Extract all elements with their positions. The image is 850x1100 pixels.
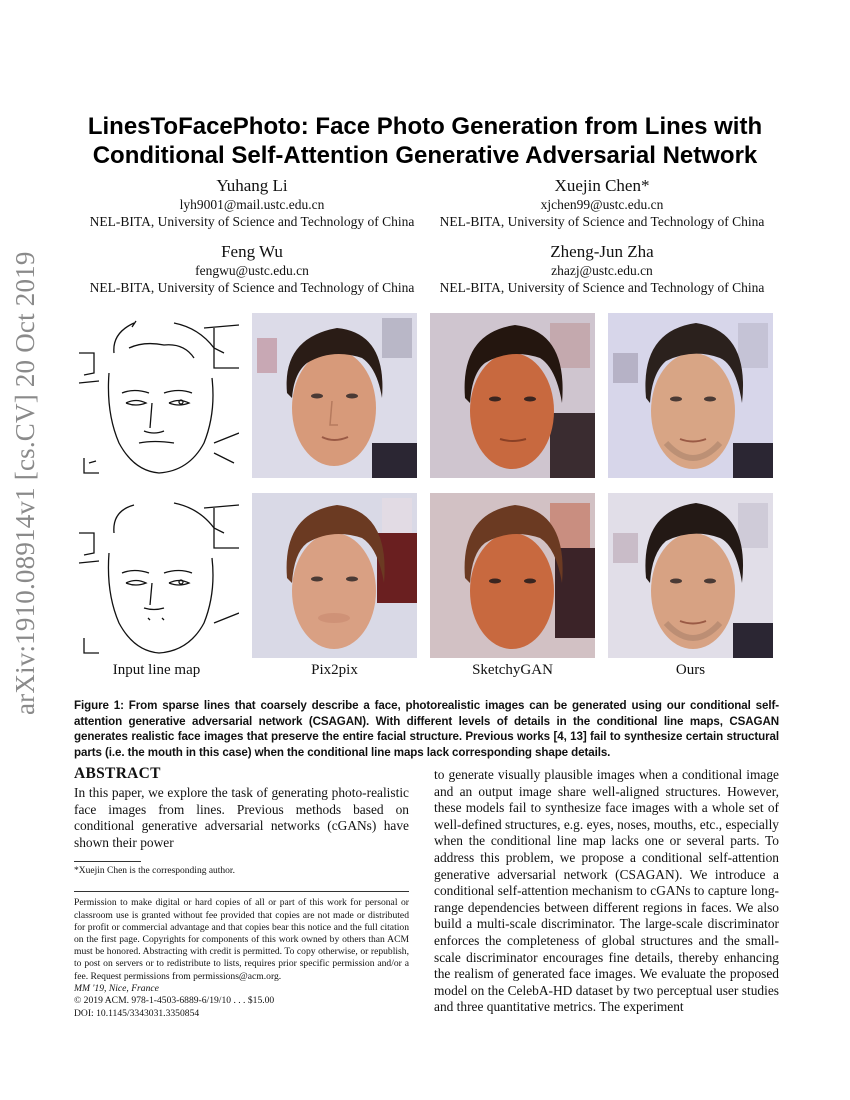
- author-name: Feng Wu: [221, 242, 283, 261]
- footnote-divider: [74, 861, 141, 862]
- column-label-sketchygan: SketchyGAN: [472, 662, 553, 678]
- sketchygan-output-image: [430, 493, 595, 658]
- arxiv-identifier-stamp: arXiv:1910.08914v1 [cs.CV] 20 Oct 2019: [10, 251, 40, 715]
- column-label-pix2pix: Pix2pix: [311, 662, 358, 678]
- copyright-line: © 2019 ACM. 978-1-4503-6889-6/19/10 . . . $15.00: [74, 995, 275, 1007]
- figure-image-grid: [74, 313, 779, 658]
- author-name: Yuhang Li: [216, 176, 288, 195]
- title-line-1: LinesToFacePhoto: Face Photo Generation from Lines with: [87, 113, 763, 140]
- author-email: xjchen99@ustc.edu.cn: [540, 197, 664, 212]
- author-affiliation: NEL-BITA, University of Science and Technology of China: [439, 214, 765, 229]
- sketchygan-output-image: [430, 313, 595, 478]
- author-entry: [424, 176, 780, 230]
- permission-divider: [74, 891, 409, 892]
- left-column: [74, 764, 409, 1021]
- author-name: Xuejin Chen*: [554, 176, 650, 195]
- author-email: fengwu@ustc.edu.cn: [195, 263, 309, 278]
- title-line-2: Conditional Self-Attention Generative Adversarial Network: [92, 142, 758, 169]
- figure-caption: Figure 1: From sparse lines that coarsely describe a face, photorealistic images can be generated using our conditional self-attention generative adversarial network (CSAGAN). With different levels of details in the conditional line maps, CSAGAN generates realistic face images that preserve the entire facial structure. Previous works [4, 13] fail to synthesize certain structural parts (i.e. the mouth in this case) when the conditional line maps lack corresponding shape details.: [74, 699, 779, 759]
- abstract-text-left: In this paper, we explore the task of generating photo-realistic face images from lines. Previous methods based on conditional generative adversarial networks (cGANs) have shown their power: [74, 785, 409, 850]
- abstract-heading: ABSTRACT: [74, 765, 161, 782]
- figure-1: [74, 313, 779, 679]
- ours-output-image: [608, 313, 773, 478]
- author-email: lyh9001@mail.ustc.edu.cn: [179, 197, 325, 212]
- right-column: [434, 767, 779, 1016]
- author-name: Zheng-Jun Zha: [550, 242, 654, 261]
- column-label-input: Input line map: [112, 662, 201, 678]
- author-entry: [80, 176, 424, 230]
- pix2pix-output-image: [252, 313, 417, 478]
- author-entry: [80, 242, 424, 296]
- line-map-image: [74, 493, 239, 658]
- permission-notice: Permission to make digital or hard copies of all or part of this work for personal or classroom use is granted without fee provided that copies are not made or distributed for profit or commercial advantage and that copies bear this notice and the full citation on the first page. Copyrights for components of this work owned by others than ACM must be honored. Abstracting with credit is permitted. To copy otherwise, or republish, to post on servers or to redistribute to lists, requires prior specific permission and/or a fee. Request permissions from permissions@acm.org.: [74, 897, 409, 982]
- column-label-ours: Ours: [675, 662, 706, 678]
- paper-title: [70, 112, 780, 170]
- author-entry: [424, 242, 780, 296]
- conference-venue: MM '19, Nice, France: [74, 982, 159, 994]
- pix2pix-output-image: [252, 493, 417, 658]
- abstract-text-right: to generate visually plausible images when a conditional image and an output image share well-aligned structures. However, these models fail to synthesize face images with a whole set of well-defined structures, e.g. eyes, noses, mouths, etc., especially when the conditional line map lacks one or several parts. To address this problem, we propose a conditional self-attention generative adversarial network (CSAGAN). We introduce a conditional self-attention mechanism to cGANs to capture long-range dependencies between different regions in faces. We also build a multi-scale discriminator. The large-scale discriminator enforces the completeness of global structures and the small-scale discriminator encourages fine details, thereby enhancing the realism of generated face images. We evaluate the proposed model on the CelebA-HD dataset by two perceptual user studies and three quantitative metrics. The experiment: [434, 767, 779, 1015]
- corresponding-author-footnote: *Xuejin Chen is the corresponding author.: [74, 866, 235, 877]
- author-affiliation: NEL-BITA, University of Science and Technology of China: [89, 280, 415, 295]
- author-affiliation: NEL-BITA, University of Science and Technology of China: [439, 280, 765, 295]
- author-email: zhazj@ustc.edu.cn: [551, 263, 653, 278]
- author-block: [80, 176, 780, 296]
- line-map-image: [74, 313, 239, 478]
- figure-column-labels: [74, 661, 779, 679]
- doi-line: DOI: 10.1145/3343031.3350854: [74, 1007, 200, 1019]
- ours-output-image: [608, 493, 773, 658]
- author-affiliation: NEL-BITA, University of Science and Technology of China: [89, 214, 415, 229]
